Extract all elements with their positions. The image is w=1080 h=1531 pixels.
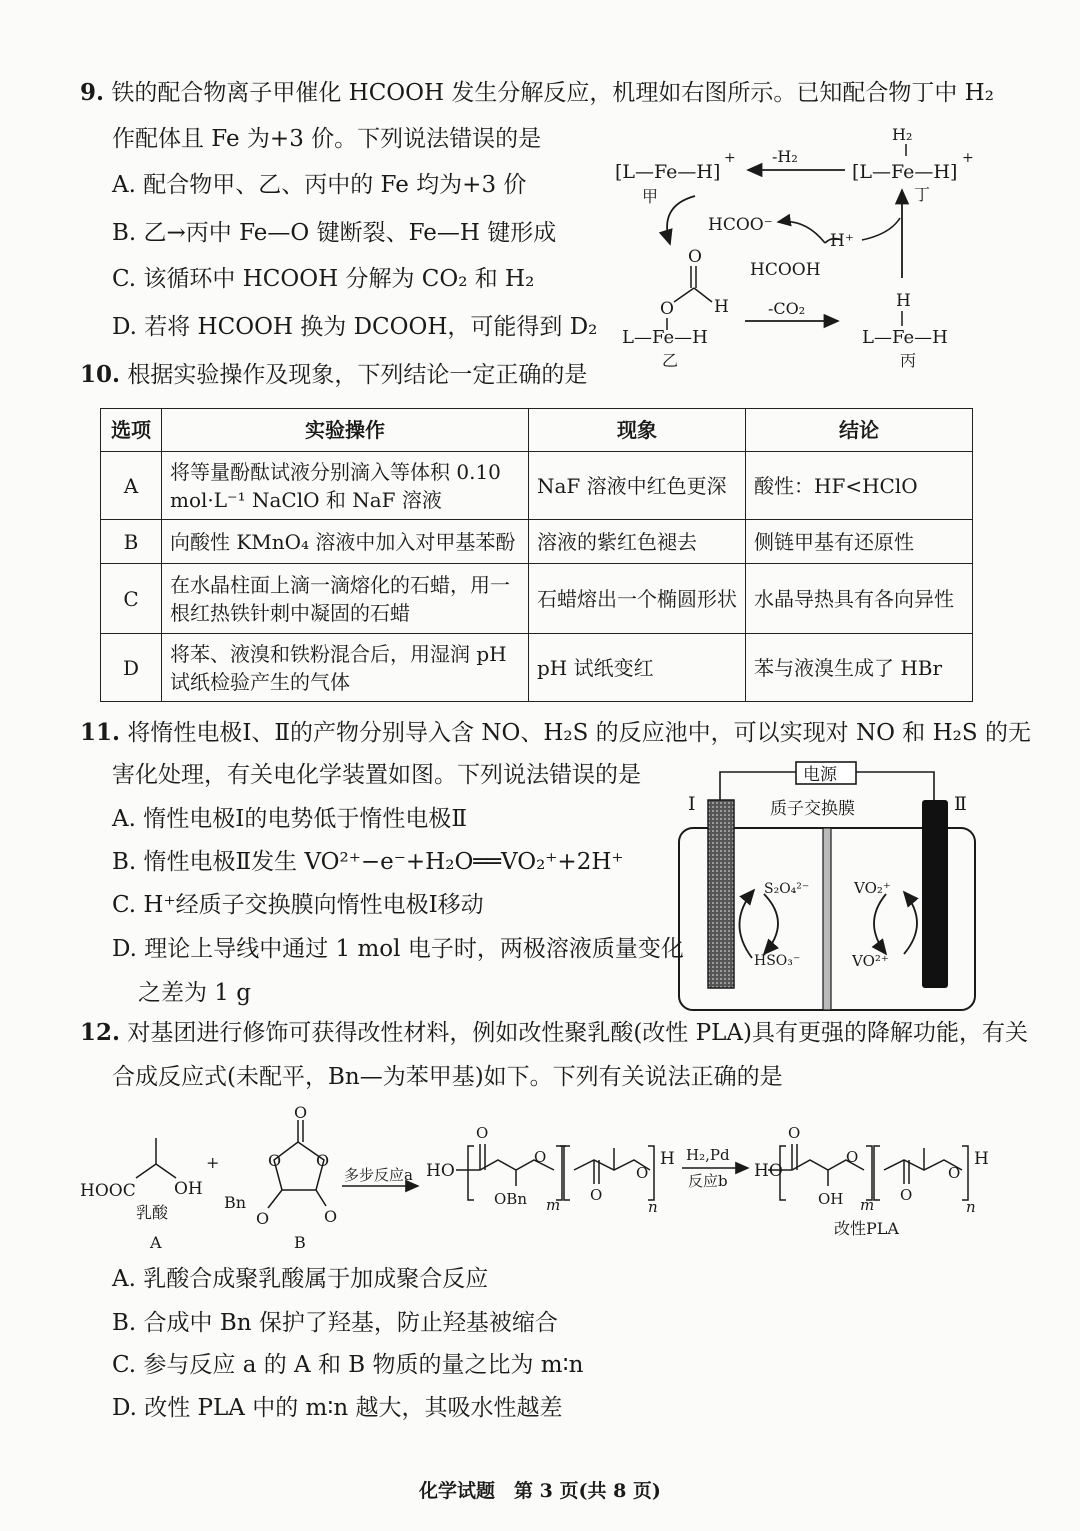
yi-formula: L—Fe—H — [622, 327, 708, 348]
q10-stem — [80, 360, 587, 390]
row-operation: 将等量酚酞试液分别滴入等体积 0.10 mol·L⁻¹ NaClO 和 NaF 溶液 — [162, 452, 529, 520]
q12-text-1: 对基团进行修饰可获得改性材料，例如改性聚乳酸(改性 PLA)具有更强的降解功能，有关 — [127, 1020, 1028, 1046]
q10-text: 根据实验操作及现象，下列结论一定正确的是 — [127, 362, 588, 388]
reagent-b-label: H₂,Pd — [686, 1146, 730, 1164]
q9-number: 9. — [80, 79, 105, 106]
table-row — [101, 564, 973, 634]
q10-table — [100, 408, 973, 702]
product-label: 改性PLA — [834, 1219, 899, 1238]
q9-option-d: D. 若将 HCOOH 换为 DCOOH，可能得到 D₂ — [112, 314, 598, 340]
q11-option-c: C. H⁺经质子交换膜向惰性电极Ⅰ移动 — [112, 892, 484, 918]
compound-a-label: A — [150, 1233, 162, 1252]
row-operation: 在水晶柱面上滴一滴熔化的石蜡，用一根红热铁针刺中凝固的石蜡 — [162, 564, 529, 634]
q11-number: 11. — [80, 719, 121, 746]
lactic-name: 乳酸 — [136, 1203, 169, 1222]
row-conclusion: 水晶导热具有各向异性 — [746, 564, 973, 634]
lactic-oh-label: OH — [174, 1179, 203, 1199]
q12-option-a: A. 乳酸合成聚乳酸属于加成聚合反应 — [112, 1266, 489, 1292]
q9-option-a: A. 配合物甲、乙、丙中的 Fe 均为+3 价 — [112, 172, 527, 198]
hso3-label: HSO₃⁻ — [754, 953, 801, 969]
jia-name: 甲 — [642, 187, 659, 206]
electrode-1 — [708, 800, 734, 988]
arrow-hcooh-to-hcoo — [778, 221, 825, 243]
yi-o-link: O — [660, 299, 674, 319]
poly2-h: H — [974, 1149, 989, 1169]
yi-name: 乙 — [662, 351, 679, 370]
hooc-label: HOOC — [80, 1181, 136, 1201]
power-label: 电源 — [803, 765, 837, 785]
ding-h2: H₂ — [892, 125, 913, 144]
poly1-ho: HO — [426, 1161, 455, 1181]
electrode-2 — [922, 800, 948, 988]
bing-h: H — [896, 291, 911, 311]
jia-formula: [L—Fe—H] — [615, 161, 721, 183]
hcooh-label: HCOOH — [750, 260, 821, 280]
step-b-label: 反应b — [688, 1172, 728, 1190]
header-option: 选项 — [101, 409, 162, 452]
table-row — [101, 634, 973, 702]
q11-option-d: D. 理论上导线中通过 1 mol 电子时，两极溶液质量变化 — [112, 936, 684, 962]
q12-option-d: D. 改性 PLA 中的 m∶n 越大，其吸水性越差 — [112, 1395, 563, 1421]
q9-option-b: B. 乙→丙中 Fe—O 键断裂、Fe—H 键形成 — [112, 220, 557, 246]
q12-number: 12. — [80, 1019, 121, 1046]
header-operation: 实验操作 — [162, 409, 529, 452]
row-phenomenon: 石蜡熔出一个椭圆形状 — [529, 564, 746, 634]
poly1-o-top: O — [476, 1124, 489, 1142]
hplus-label: H⁺ — [830, 231, 854, 251]
q11-option-d-cont: 之差为 1 g — [138, 980, 251, 1006]
b-ring-o-right: O — [316, 1151, 330, 1170]
b-keto-o: O — [324, 1207, 338, 1226]
poly2-n: n — [966, 1198, 976, 1216]
page-footer: 化学试题 第 3 页(共 8 页) — [419, 1480, 661, 1502]
yi-h: H — [714, 297, 729, 317]
q11-stem-line2: 害化处理，有关电化学装置如图。下列说法错误的是 — [112, 762, 641, 788]
q9-mechanism-diagram — [600, 118, 990, 380]
s2o4-label: S₂O₄²⁻ — [764, 881, 810, 897]
poly2-o-bottom: O — [900, 1186, 913, 1204]
q11-option-b: B. 惰性电极Ⅱ发生 VO²⁺−e⁻+H₂O══VO₂⁺+2H⁺ — [112, 849, 624, 875]
b-ring-o-left: O — [268, 1151, 282, 1170]
row-operation: 将苯、液溴和铁粉混合后，用湿润 pH 试纸检验产生的气体 — [162, 634, 529, 702]
q9-text-1: 铁的配合物离子甲催化 HCOOH 发生分解反应，机理如右图所示。已知配合物丁中 H₂ — [111, 80, 994, 106]
poly1-m: m — [546, 1196, 561, 1214]
row-conclusion: 苯与液溴生成了 HBr — [746, 634, 973, 702]
poly2-ho: HO — [754, 1161, 783, 1181]
ding-charge: + — [962, 150, 974, 166]
poly1-o-end: O — [636, 1164, 649, 1182]
poly1-obn: OBn — [494, 1190, 527, 1208]
table-row — [101, 452, 973, 520]
q12-synthesis-scheme — [70, 1098, 1010, 1254]
poly2-o-top: O — [788, 1124, 801, 1142]
row-conclusion: 侧链甲基有还原性 — [746, 520, 973, 564]
row-option: C — [101, 564, 162, 634]
table-header-row — [101, 409, 973, 452]
q12-stem-line1 — [80, 1018, 1028, 1048]
q12-option-b: B. 合成中 Bn 保护了羟基，防止羟基被缩合 — [112, 1310, 558, 1336]
q12-stem-line2: 合成反应式(未配平，Bn—为苯甲基)如下。下列有关说法正确的是 — [112, 1064, 783, 1090]
q11-text-1: 将惰性电极Ⅰ、Ⅱ的产物分别导入含 NO、H₂S 的反应池中，可以实现对 NO 和 H₂S 的无 — [127, 720, 1031, 746]
yi-o-top: O — [688, 247, 702, 267]
row-conclusion: 酸性：HF<HClO — [746, 452, 973, 520]
jia-charge: + — [724, 150, 736, 166]
q12-option-c: C. 参与反应 a 的 A 和 B 物质的量之比为 m∶n — [112, 1352, 584, 1378]
poly1-o-ester: O — [534, 1148, 547, 1166]
bing-formula: L—Fe—H — [862, 327, 948, 348]
ding-name: 丁 — [914, 185, 931, 204]
compound-b-label: B — [294, 1233, 306, 1252]
q11-cell-diagram — [672, 758, 990, 1018]
table-row — [101, 520, 973, 564]
plus-sign: + — [206, 1153, 220, 1172]
row-option: A — [101, 452, 162, 520]
q9-stem-line2: 作配体且 Fe 为+3 价。下列说法错误的是 — [112, 126, 542, 152]
bing-name: 丙 — [900, 351, 917, 370]
poly2-o-end: O — [948, 1164, 961, 1182]
row-phenomenon: pH 试纸变红 — [529, 634, 746, 702]
q10-number: 10. — [80, 361, 121, 388]
electrode-2-label: Ⅱ — [954, 793, 967, 815]
bn-label: Bn — [224, 1193, 247, 1212]
minus-co2-label: -CO₂ — [768, 299, 806, 318]
poly2-o-ester: O — [846, 1148, 859, 1166]
header-conclusion: 结论 — [746, 409, 973, 452]
b-ether-o: O — [256, 1209, 270, 1228]
minus-h2-label: -H₂ — [772, 147, 798, 166]
vo2p-label: VO²⁺ — [852, 952, 889, 970]
q11-stem-line1 — [80, 718, 1031, 748]
q9-option-c: C. 该循环中 HCOOH 分解为 CO₂ 和 H₂ — [112, 266, 535, 292]
electrode-1-label: Ⅰ — [688, 793, 696, 815]
poly2-m: m — [860, 1196, 875, 1214]
arrow-jia-to-yi — [667, 196, 695, 244]
poly1-n: n — [648, 1198, 658, 1216]
row-phenomenon: NaF 溶液中红色更深 — [529, 452, 746, 520]
row-option: B — [101, 520, 162, 564]
poly1-h: H — [660, 1149, 675, 1169]
row-phenomenon: 溶液的紫红色褪去 — [529, 520, 746, 564]
poly2-oh: OH — [818, 1190, 844, 1208]
row-operation: 向酸性 KMnO₄ 溶液中加入对甲基苯酚 — [162, 520, 529, 564]
q9-stem-line1 — [80, 78, 994, 108]
step-a-label: 多步反应a — [344, 1166, 413, 1184]
proton-membrane — [823, 828, 831, 1010]
b-carbonyl-o: O — [294, 1103, 308, 1122]
hcoo-label: HCOO⁻ — [708, 215, 773, 235]
ding-formula: [L—Fe—H] — [852, 161, 958, 183]
vo2plus-label: VO₂⁺ — [854, 879, 891, 897]
membrane-label: 质子交换膜 — [770, 799, 855, 819]
header-phenomenon: 现象 — [529, 409, 746, 452]
arrow-hplus-to-ding — [862, 218, 900, 240]
row-option: D — [101, 634, 162, 702]
poly1-o-bottom: O — [590, 1186, 603, 1204]
q11-option-a: A. 惰性电极Ⅰ的电势低于惰性电极Ⅱ — [112, 806, 467, 832]
